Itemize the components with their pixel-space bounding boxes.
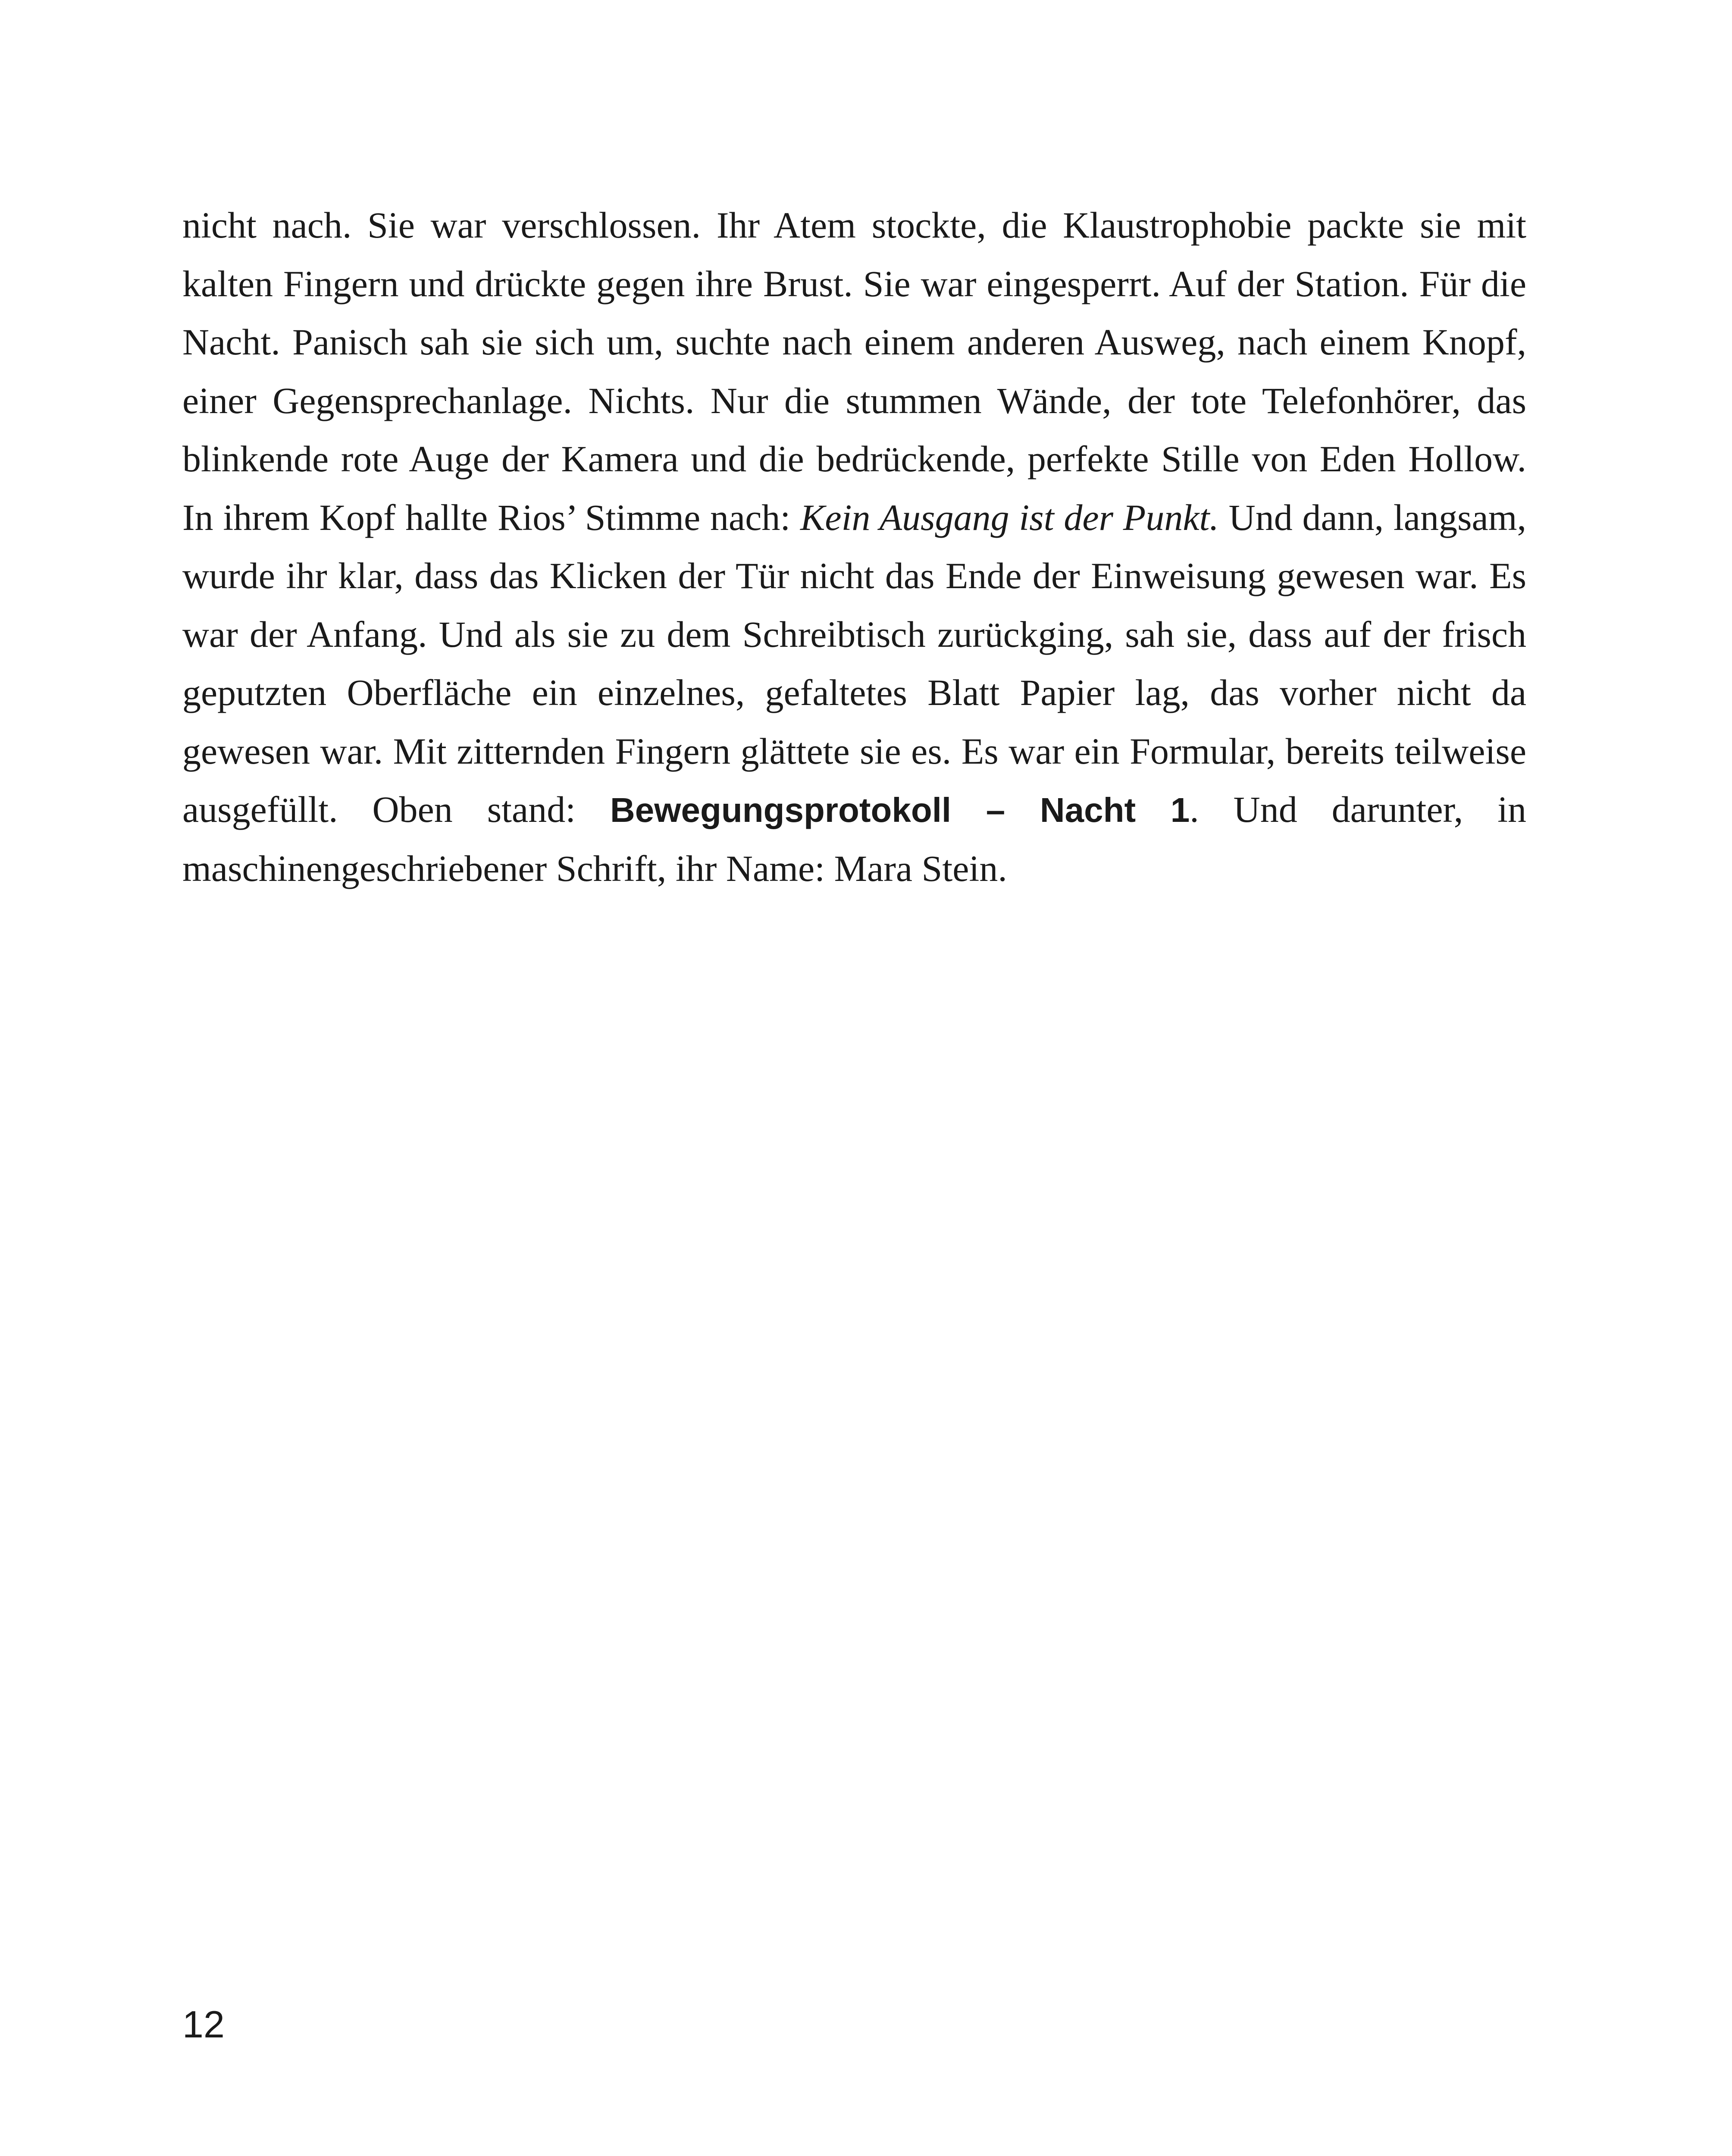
page-number: 12 [182,2003,225,2046]
italic-quote: Kein Ausgang ist der Punkt. [800,496,1219,538]
paragraph-text-part-1: nicht nach. Sie war verschlossen. Ihr Atem stockte, die Klaustrophobie packte sie mit kalten Fingern und drückte gegen ihre Brust. Sie war eingesperrt. Auf der Station. Für die Nacht. Panisch sah sie sich um, suchte nach einem anderen Ausweg, nach einem Knopf, einer Gegensprechanlage. Nichts. Nur die stummen Wände, der tote Telefonhörer, das blinkende rote Auge der Kamera und die bedrückende, perfekte Stille von Eden Hollow. In ihrem Kopf hallte Rios’ Stimme nach: [182,204,1526,538]
paragraph-text-part-3: . Und darunter, in maschinengeschriebener Schrift, ihr Name: Mara Stein. [182,789,1526,889]
body-paragraph [182,196,1526,898]
paragraph-text-part-2: Und dann, langsam, wurde ihr klar, dass das Klicken der Tür nicht das Ende der Einweisung gewesen war. Es war der Anfang. Und als sie zu dem Schreibtisch zurückging, sah sie, dass auf der frisch geputzten Oberfläche ein einzelnes, gefaltetes Blatt Papier lag, das vorher nicht da gewesen war. Mit zitternden Fingern glättete sie es. Es war ein Formular, bereits teilweise ausgefüllt. Oben stand: [182,496,1527,830]
bold-form-title: Bewegungsprotokoll – Nacht 1 [610,791,1190,829]
